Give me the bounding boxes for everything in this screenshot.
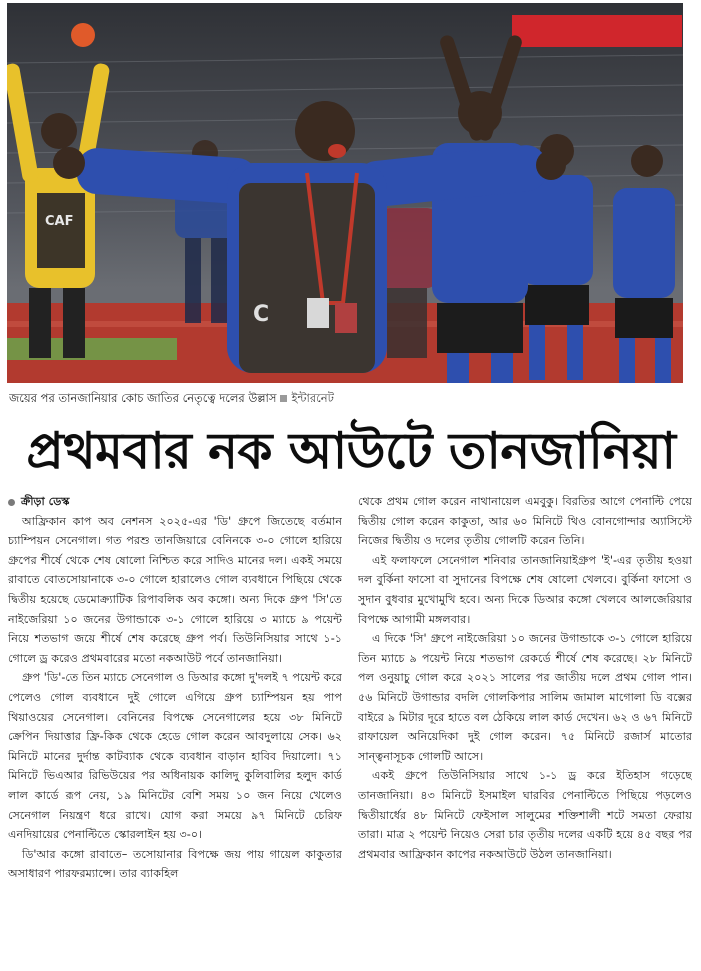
bullet-dot-icon — [8, 499, 15, 506]
paragraph: ডি'আর কঙ্গো রাবাতে– তসোয়ানার বিপক্ষে জয় পায় গায়েল কাকুতার অসাধারণ পারফরম্যান্সে। তার ব্যাকহিল — [8, 847, 342, 881]
news-photo — [7, 3, 683, 383]
desk-label: ক্রীড়া ডেস্ক — [21, 495, 70, 508]
svg-text:C: C — [253, 302, 270, 327]
paragraph: গ্রুপ 'ডি'-তে তিন ম্যাচে সেনেগাল ও ডিআর কঙ্গো দু'দলই ৭ পয়েন্ট করে পেলেও গোল ব্যবধানে দুই গোলে এগিয়ে গ্রুপ চ্যাম্পিয়ন হয় পাপ থিয়াওয়ের সেনেগাল। বেনিনের বিপক্ষে সেনেগালের হয়ে ৩৮ মিনিটে ক্রেপিন দিয়াত্তার ফ্রি-কিক থেকে হেডে গোল করেন আবদুলায়ে সেক। ৬২ মিনিটে মানের দুর্দান্ত কাটব্যাক থেকে ব্যবধান বাড়ান হাবিব দিয়ালো। ৭১ মিনিটে ভিএআর রিভিউয়ের পর অধিনায়ক কালিদু কুলিবালির হলুদ কার্ড লাল কার্ডে রূপ নেয়, ১৯ মিনিটের বেশি সময় ১০ জন নিয়ে খেলেও সেনেগাল নিয়ন্ত্রণ ধরে রাখে। যোগ করা সময়ে ৯৭ মিনিটে চেরিফ এনদিয়ায়ের পেনাল্টিতে স্কোরলাইন হয় ৩-০। — [8, 671, 342, 842]
desk-line — [8, 492, 342, 512]
square-bullet-icon — [280, 395, 287, 402]
bib-text-left: CAF — [45, 214, 74, 229]
caption-text: জয়ের পর তানজানিয়ার কোচ জাতির নেতৃত্বে দলের উল্লাস — [9, 391, 277, 405]
article-column-right — [358, 492, 692, 967]
photo-credit: ইন্টারনেট — [291, 391, 334, 405]
article-column-left — [8, 492, 342, 967]
photo-caption — [9, 388, 679, 408]
paragraph: এই ফলাফলে সেনেগাল শনিবার তানজানিয়াইগ্রুপ 'ই'-এর তৃতীয় হওয়া দল বুর্কিনা ফাসো বা সুদানের বিপক্ষে শেষ ষোলো খেলবে। বুর্কিনা ফাসো ও সুদান বুধবার মুখোমুখি হবে। অন্য দিকে ডিআর কঙ্গো খেলবে আলজেরিয়ার বিপক্ষে আগামী মঙ্গলবার। — [358, 553, 692, 626]
headline: প্রথমবার নক আউটে তানজানিয়া — [26, 421, 676, 480]
celebration-photo-illustration — [7, 3, 683, 383]
paragraph: আফ্রিকান কাপ অব নেশনস ২০২৫-এর 'ডি' গ্রুপে জিতেছে বর্তমান চ্যাম্পিয়ন সেনেগাল। গত পরশু তানজিয়ারে বেনিনকে ৩-০ গোলে হারিয়ে গ্রুপের শীর্ষে থেকে শেষ ষোলো নিশ্চিত করে সাদিও মানের দল। একই সময়ে রাবাতে বোতসোয়ানাকে ৩-০ গোলে হারালেও গোল ব্যবধানে পিছিয়ে থেকে দ্বিতীয় হয়েছে ডেমোক্র্যাটিক রিপাবলিক অব কঙ্গো। অন্য দিকে গ্রুপ 'সি'তে নাইজেরিয়া ১০ জনের উগান্ডাকে ৩-১ গোলে হারিয়ে ৩ ম্যাচে ৯ পয়েন্ট নিয়ে শতভাগ জয়ে শীর্ষে শেষ করেছে গ্রুপ পর্ব। তিউনিসিয়ার সাথে ১-১ গোলে ড্র করেও প্রথমবারের মতো নকআউট পর্বে তানজানিয়া। — [8, 514, 342, 665]
paragraph: এ দিকে 'সি' গ্রুপে নাইজেরিয়া ১০ জনের উগান্ডাকে ৩-১ গোলে হারিয়ে তিন ম্যাচে ৯ পয়েন্ট নিয়ে শতভাগ রেকর্ডে শীর্ষে শেষ করেছে। ২৮ মিনিটে পল ওনুয়াচু গোল করে ২০২১ সালের পর জাতীয় দলে প্রথম গোল পান। ৫৬ মিনিটে উগান্ডার বদলি গোলকিপার সালিম জামাল মাগোলা ডি বক্সের বাইরে ৯ মিটার দূরে হাতে বল ঠেকিয়ে লাল কার্ড দেখেন। ৬২ ও ৬৭ মিনিটে রাফায়েল অনিয়েদিকা দুই গোল করেন। ৭৫ মিনিটে রজার্স মাতোর সান্ত্বনাসূচক গোলটি আসে। — [358, 632, 692, 763]
paragraph: থেকে প্রথম গোল করেন নাথানায়েল এমবুকু। বিরতির আগে পেনাল্টি পেয়ে দ্বিতীয় গোল করেন কাকুতা, আর ৬০ মিনিটে থিও বোনগোন্দার অ্যাসিস্টে নিজের দ্বিতীয় ও দলের তৃতীয় গোলটি করেন তিনি। — [358, 495, 692, 548]
paragraph: একই গ্রুপে তিউনিসিয়ার সাথে ১-১ ড্র করে ইতিহাস গড়েছে তানজানিয়া। ৪৩ মিনিটে ইসমাইল ঘারবির পেনাল্টিতে পিছিয়ে পড়লেও দ্বিতীয়ার্ধের ৪৮ মিনিটে ফেইসাল সালুমের শক্তিশালী শটে সমতা ফেরায় তারা। মাত্র ২ পয়েন্ট নিয়েও সেরা চার তৃতীয় দলের একটি হয়ে ৪৫ বছর পর প্রথমবার আফ্রিকান কাপের নকআউটে উঠল তানজানিয়া। — [358, 769, 692, 861]
